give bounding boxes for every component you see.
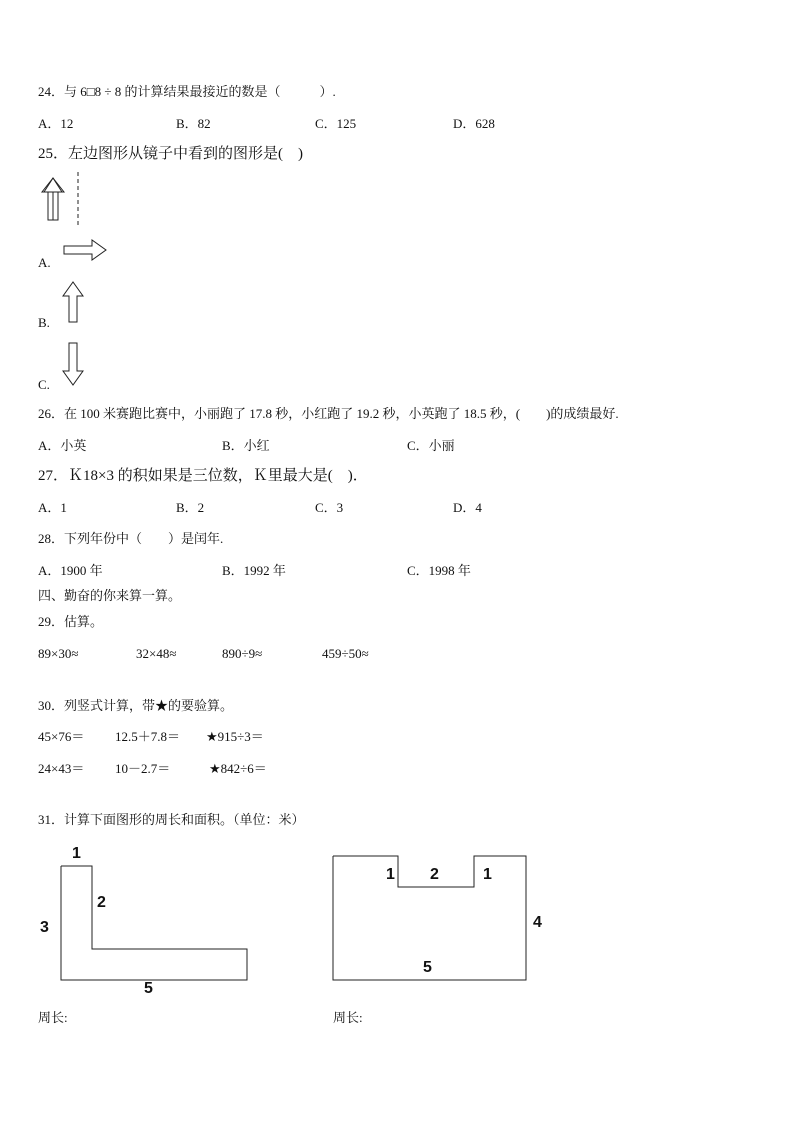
up-arrow-icon (60, 280, 88, 326)
fig2-label-notch-right: 1 (483, 866, 492, 883)
q24-option-b[interactable]: B．82 (176, 116, 211, 131)
q28-option-a[interactable]: A．1900 年 (38, 563, 103, 578)
q29-item-1: 89×30≈ (38, 646, 79, 661)
q29-stem: 29．估算。 (38, 614, 104, 629)
fig2-label-bottom: 5 (423, 959, 432, 976)
q25-option-b[interactable]: B. (38, 315, 50, 330)
right-arrow-icon (62, 238, 110, 264)
fig2-label-notch-width: 2 (430, 866, 439, 883)
fig1-perimeter-label: 周长: (38, 1010, 68, 1025)
down-arrow-icon (60, 341, 88, 389)
q25-option-c[interactable]: C. (38, 377, 50, 392)
fig2-label-right: 4 (533, 914, 542, 931)
q28-option-b[interactable]: B．1992 年 (222, 563, 286, 578)
q30-row1-item-1: 45×76＝ (38, 729, 85, 744)
q28-stem: 28．下列年份中（ ）是闰年. (38, 531, 224, 546)
q30-row1-item-2: 12.5＋7.8＝ (115, 729, 181, 744)
fig1-label-inner: 2 (97, 894, 106, 911)
q25-stem: 25．左边图形从镜子中看到的图形是( ) (38, 146, 303, 162)
fig1-label-top: 1 (72, 845, 81, 862)
q27-stem: 27．Ｋ18×3 的积如果是三位数，Ｋ里最大是( )． (38, 468, 368, 484)
fig1-label-bottom: 5 (144, 980, 153, 997)
fig2-label-notch-left: 1 (386, 866, 395, 883)
q30-row1-item-3: ★915÷3＝ (206, 729, 264, 744)
q27-option-b[interactable]: B．2 (176, 500, 205, 515)
q25-original-figure (38, 170, 88, 230)
q30-row2-item-1: 24×43＝ (38, 761, 85, 776)
q29-item-2: 32×48≈ (136, 646, 177, 661)
q25-option-a[interactable]: A. (38, 255, 51, 270)
up-arrow-icon (44, 178, 62, 220)
section4-title: 四、勤奋的你来算一算。 (38, 588, 182, 603)
fig1-label-left: 3 (40, 919, 49, 936)
q31-stem: 31．计算下面图形的周长和面积。（单位：米） (38, 812, 305, 827)
fig2-perimeter-label: 周长: (333, 1010, 363, 1025)
q26-option-a[interactable]: A．小英 (38, 438, 87, 453)
q29-item-3: 890÷9≈ (222, 646, 263, 661)
q30-row2-item-3: ★842÷6＝ (209, 761, 267, 776)
q30-row2-item-2: 10－2.7＝ (115, 761, 171, 776)
q30-stem: 30．列竖式计算，带★的要验算。 (38, 698, 234, 713)
q24-stem: 24．与 6□8 ÷ 8 的计算结果最接近的数是（ ）. (38, 84, 336, 99)
notched-rectangle-figure (320, 840, 560, 1000)
q27-option-c[interactable]: C．3 (315, 500, 344, 515)
q29-item-4: 459÷50≈ (322, 646, 369, 661)
q28-option-c[interactable]: C．1998 年 (407, 563, 471, 578)
q27-option-d[interactable]: D．4 (453, 500, 482, 515)
q26-option-b[interactable]: B．小红 (222, 438, 270, 453)
q26-stem: 26．在 100 米赛跑比赛中，小丽跑了 17.8 秒，小红跑了 19.2 秒，小英跑了 18.5 秒，( )的成绩最好. (38, 406, 619, 421)
q27-option-a[interactable]: A．1 (38, 500, 67, 515)
q26-option-c[interactable]: C．小丽 (407, 438, 455, 453)
q24-option-a[interactable]: A．12 (38, 116, 74, 131)
q24-option-d[interactable]: D．628 (453, 116, 495, 131)
q24-option-c[interactable]: C．125 (315, 116, 357, 131)
